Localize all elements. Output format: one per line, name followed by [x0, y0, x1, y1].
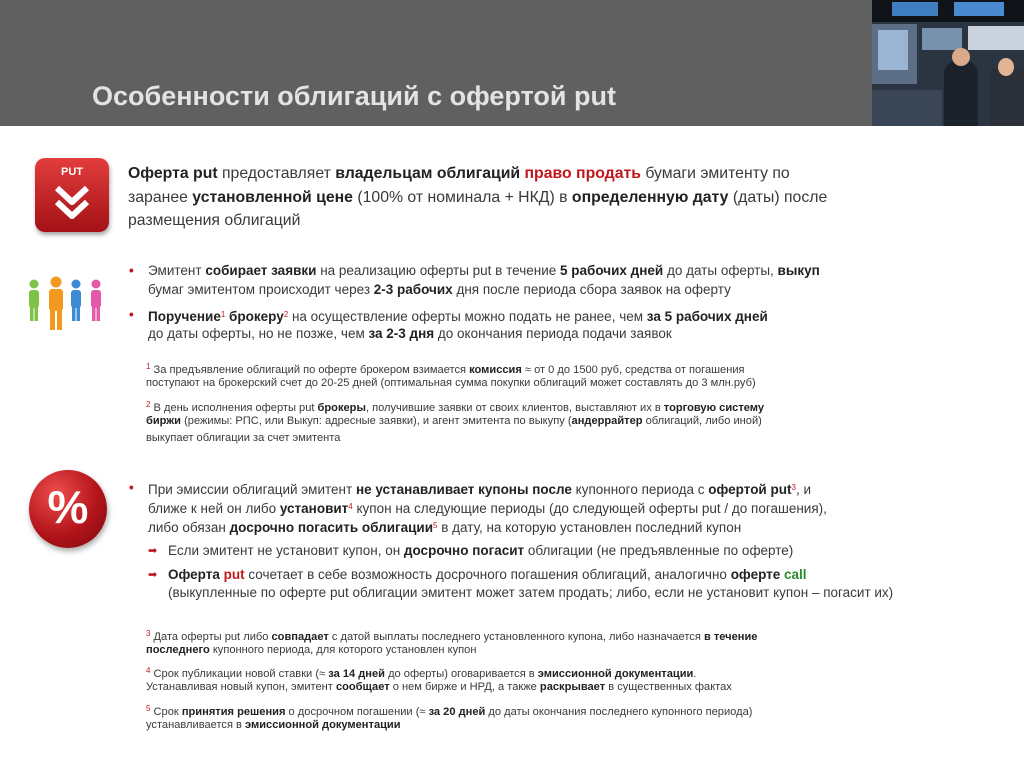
sub-bullet-put-call-line-2: (выкупленные по оферте put облигации эмитент может затем продать; либо, если не установит купон – погасит их) — [168, 585, 894, 600]
footnote-4-line-1: $^4$ Срок публикации новой ставки (≈ за 14 дней до оферты) оговаривается в эмиссионной документации. — [146, 666, 697, 680]
bullet-broker-order-line-2: до даты оферты, но не позже, чем за 2-3 дня до окончания периода подачи заявок — [148, 326, 672, 341]
footnote-3-line-1: $^3$ Дата оферты put либо совпадает с датой выплаты последнего установленного купона, либо назначается в течение — [146, 629, 758, 643]
sub-bullet-early-redemption: ➡ Если эмитент не установит купон, он досрочно погасит облигации (не предъявленные по оферте) — [168, 542, 793, 561]
footnote-2-line-2: биржи (режимы: РПС, или Выкуп: адресные заявки), и агент эмитента по выкупу (андеррайтер облигаций, либо иной) — [146, 415, 762, 427]
trading-floor-photo — [872, 0, 1024, 126]
arrow-right-icon: ➡ — [148, 545, 158, 557]
bullet-broker-order-line-1: • Поручение$^1$ брокеру$^2$ на осуществление оферты можно подать не ранее, чем за 5 рабочих дней — [129, 307, 768, 324]
bullet-collect-orders-line-2: бумаг эмитентом происходит через 2-3 рабочих дня после периода сбора заявок на оферту — [148, 282, 731, 297]
bullet-coupons-line-3: либо обязан досрочно погасить облигации$^5$ в дату, на которую установлен последний купон — [148, 520, 742, 535]
page-title: Особенности облигаций с офертой put — [92, 81, 616, 111]
percent-badge-label: % — [47, 481, 89, 533]
footnote-3-line-2: последнего купонного периода, для которого установлен купон — [146, 644, 477, 656]
double-chevron-down-icon — [35, 158, 109, 232]
sub-bullet-put-call-line-1: ➡ Оферта put сочетает в себе возможность досрочного погашения облигаций, аналогично оферте call — [168, 566, 807, 585]
footnote-2-line-1: $^2$ В день исполнения оферты put брокеры, получившие заявки от своих клиентов, выставляют их в торговую систему — [146, 400, 765, 414]
arrow-right-icon: ➡ — [148, 569, 158, 581]
bullet-collect-orders-line-1: • Эмитент собирает заявки на реализацию оферты put в течение 5 рабочих дней до даты оферты, выкуп — [129, 263, 820, 278]
bullet-coupons-line-1: • При эмиссии облигаций эмитент не устанавливает купоны после купонного периода с офертой put$^3$, и — [129, 480, 811, 497]
intro-line-3: размещения облигаций — [128, 212, 301, 229]
footnote-5-line-1: $^5$ Срок принятия решения о досрочном погашении (≈ за 20 дней до даты окончания последнего купонного периода) — [146, 704, 753, 718]
intro-line-1: Оферта put предоставляет владельцам облигаций право продать бумаги эмитенту по — [128, 165, 790, 182]
intro-line-2: заранее установленной цене (100% от номинала + НКД) в определенную дату (даты) после — [128, 189, 828, 206]
footnote-2-line-3: выкупает облигации за счет эмитента — [146, 432, 341, 444]
bullet-coupons-line-2: ближе к ней он либо установит$^4$ купон на следующие периоды (до следующей оферты put / до погашения), — [148, 501, 827, 516]
footnote-4-line-2: Устанавливая новый купон, эмитент сообщает о нем бирже и НРД, а также раскрывает в существенных фактах — [146, 681, 732, 693]
percent-icon — [29, 470, 107, 548]
people-group-icon — [24, 276, 108, 334]
put-offer-icon — [35, 158, 109, 232]
footnote-1-line-1: $^1$ За предъявление облигаций по оферте брокером взимается комиссия ≈ от 0 до 1500 руб, средства от погашения — [146, 362, 745, 376]
put-badge-label: PUT — [61, 166, 83, 178]
footnote-1-line-2: поступают на брокерский счет до 20-25 дней (оптимальная сумма покупки облигаций может составлять до 3 млн.руб) — [146, 377, 756, 389]
footnote-5-line-2: устанавливается в эмиссионной документации — [146, 719, 401, 731]
